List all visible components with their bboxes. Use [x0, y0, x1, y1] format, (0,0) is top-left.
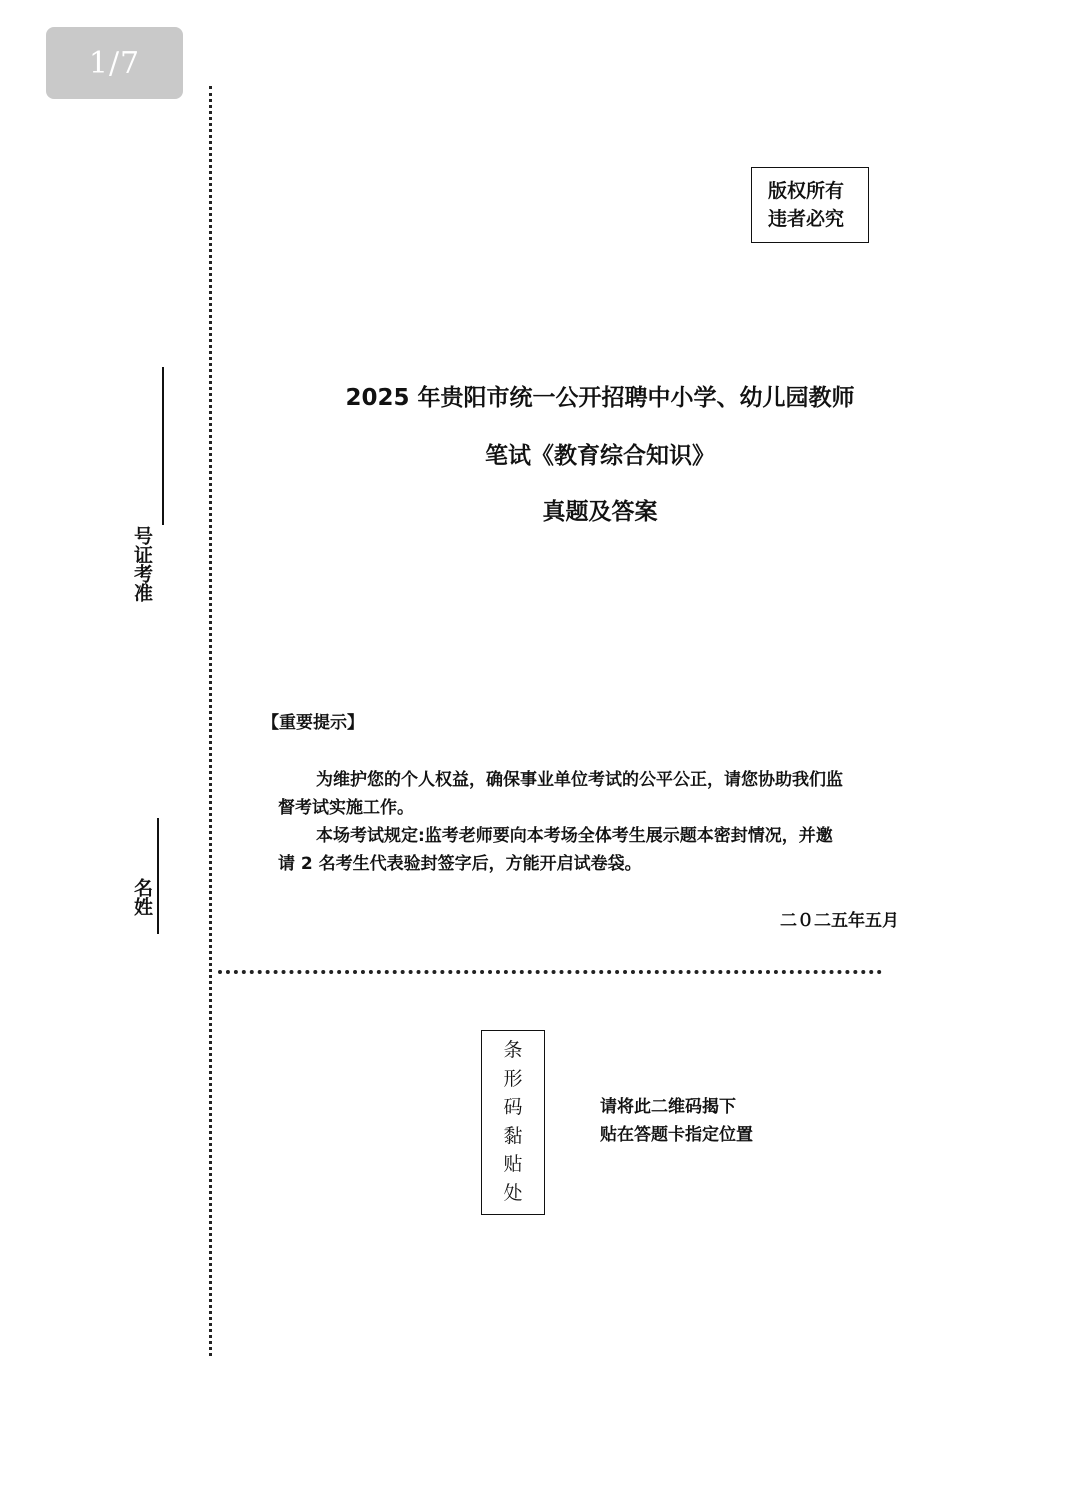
barcode-box-char: 条: [503, 1039, 523, 1061]
notice-line: 请 2 名考生代表验封签字后，方能开启试卷袋。: [278, 854, 642, 874]
copyright-box: [751, 167, 869, 243]
name-label: 名姓: [131, 878, 153, 916]
copyright-line-2: 违者必究: [768, 208, 845, 230]
barcode-box-char: 形: [503, 1067, 523, 1090]
notice-date: 二０二五年五月: [780, 911, 899, 931]
barcode-box-char: 码: [503, 1096, 523, 1118]
barcode-box-char: 贴: [503, 1153, 523, 1175]
notice-heading: 【重要提示】: [262, 713, 364, 733]
title-line-2: 笔试《教育综合知识》: [485, 443, 715, 469]
notice-line: 督考试实施工作。: [278, 798, 414, 818]
barcode-instruction-line-1: 请将此二维码揭下: [600, 1097, 736, 1117]
title-line-1: 2025 年贵阳市统一公开招聘中小学、幼儿园教师: [345, 385, 855, 411]
title-line-3: 真题及答案: [542, 499, 658, 525]
name-write-line: [157, 818, 159, 934]
binding-dotted-line: [209, 86, 212, 1356]
exam-number-write-line: [162, 367, 164, 525]
exam-number-label: 号证考准: [131, 526, 153, 602]
page-indicator: 1/7: [46, 27, 183, 99]
notice-line: 为维护您的个人权益，确保事业单位考试的公平公正，请您协助我们监: [316, 770, 843, 790]
barcode-instruction-line-2: 贴在答题卡指定位置: [600, 1125, 753, 1145]
barcode-box-char: 黏: [503, 1124, 523, 1147]
barcode-paste-box: [481, 1030, 545, 1215]
copyright-line-1: 版权所有: [768, 180, 845, 202]
cut-dotted-line: [218, 970, 882, 974]
notice-line: 本场考试规定:监考老师要向本考场全体考生展示题本密封情况，并邀: [316, 826, 833, 846]
barcode-box-char: 处: [503, 1181, 523, 1204]
